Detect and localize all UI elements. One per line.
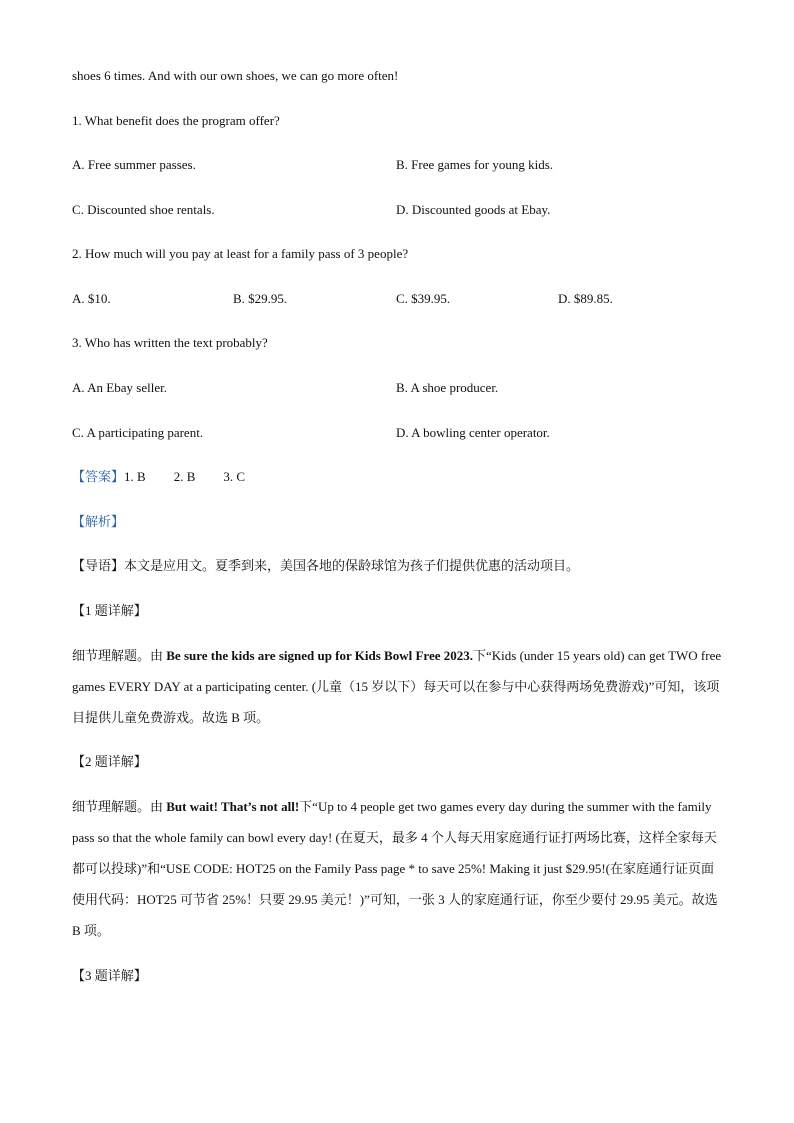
answer-row bbox=[72, 469, 245, 485]
question-1-option-a: A. Free summer passes. bbox=[72, 157, 196, 172]
intro-line: shoes 6 times. And with our own shoes, we can go more often! bbox=[72, 68, 399, 83]
q2-bold-quote: But wait! That’s not all! bbox=[166, 799, 300, 814]
question-3-option-d: D. A bowling center operator. bbox=[396, 425, 550, 440]
q1-explanation bbox=[72, 640, 722, 733]
answer-label: 【答案】 bbox=[72, 469, 125, 484]
q3-heading: 【3 题详解】 bbox=[72, 968, 147, 983]
q1-lead: 细节理解题。由 bbox=[72, 648, 167, 663]
question-3-option-c: C. A participating parent. bbox=[72, 425, 204, 440]
question-2-option-a: A. $10. bbox=[72, 291, 111, 306]
analysis-label: 【解析】 bbox=[72, 514, 125, 529]
question-3-stem: 3. Who has written the text probably? bbox=[72, 335, 268, 350]
question-1-option-b: B. Free games for young kids. bbox=[396, 157, 554, 172]
q1-rest: 下“Kids (under 15 years old) can get TWO free games EVERY DAY at a participating center. (儿童（15 岁以下）每天可以在参与中心获得两场免费游戏)”可知，该项目提供儿童免费游戏。故选 B 项。 bbox=[72, 648, 722, 725]
q2-heading: 【2 题详解】 bbox=[72, 754, 147, 769]
answer-item-1: 1. B bbox=[124, 469, 146, 484]
guide-label: 【导语】 bbox=[72, 558, 125, 573]
q2-explanation bbox=[72, 791, 722, 946]
question-3-option-b: B. A shoe producer. bbox=[396, 380, 499, 395]
question-3-option-a: A. An Ebay seller. bbox=[72, 380, 167, 395]
q1-heading: 【1 题详解】 bbox=[72, 603, 147, 618]
q2-rest: 下“Up to 4 people get two games every day during the summer with the family pass so that the whole family can bowl every day! (在夏天，最多 4 个人每天用家庭通行证打两场比赛，这样全家每天都可以投球)”和“USE CODE: HOT25 on the Family Pass page * to save 25%! Making it just $29.95!(在家庭通行证页面使用代码：HOT25 可节省 25%！只要 29.95 美元！)”可知，一张 3 人的家庭通行证，你至少要付 29.95 美元。故选 B 项。 bbox=[72, 799, 718, 938]
answer-item-3: 3. C bbox=[223, 469, 246, 484]
question-1-stem: 1. What benefit does the program offer? bbox=[72, 113, 280, 128]
question-1-option-d: D. Discounted goods at Ebay. bbox=[396, 202, 551, 217]
question-2-option-d: D. $89.85. bbox=[558, 291, 613, 306]
q1-bold-quote: Be sure the kids are signed up for Kids Bowl Free 2023. bbox=[166, 648, 473, 663]
question-2-option-b: B. $29.95. bbox=[233, 291, 288, 306]
question-2-stem: 2. How much will you pay at least for a family pass of 3 people? bbox=[72, 246, 409, 261]
guide-text: 本文是应用文。夏季到来，美国各地的保龄球馆为孩子们提供优惠的活动项目。 bbox=[124, 558, 580, 573]
answer-item-2: 2. B bbox=[173, 469, 196, 484]
question-1-option-c: C. Discounted shoe rentals. bbox=[72, 202, 215, 217]
q2-lead: 细节理解题。由 bbox=[72, 799, 167, 814]
question-2-option-c: C. $39.95. bbox=[396, 291, 451, 306]
guide-row bbox=[72, 558, 579, 574]
